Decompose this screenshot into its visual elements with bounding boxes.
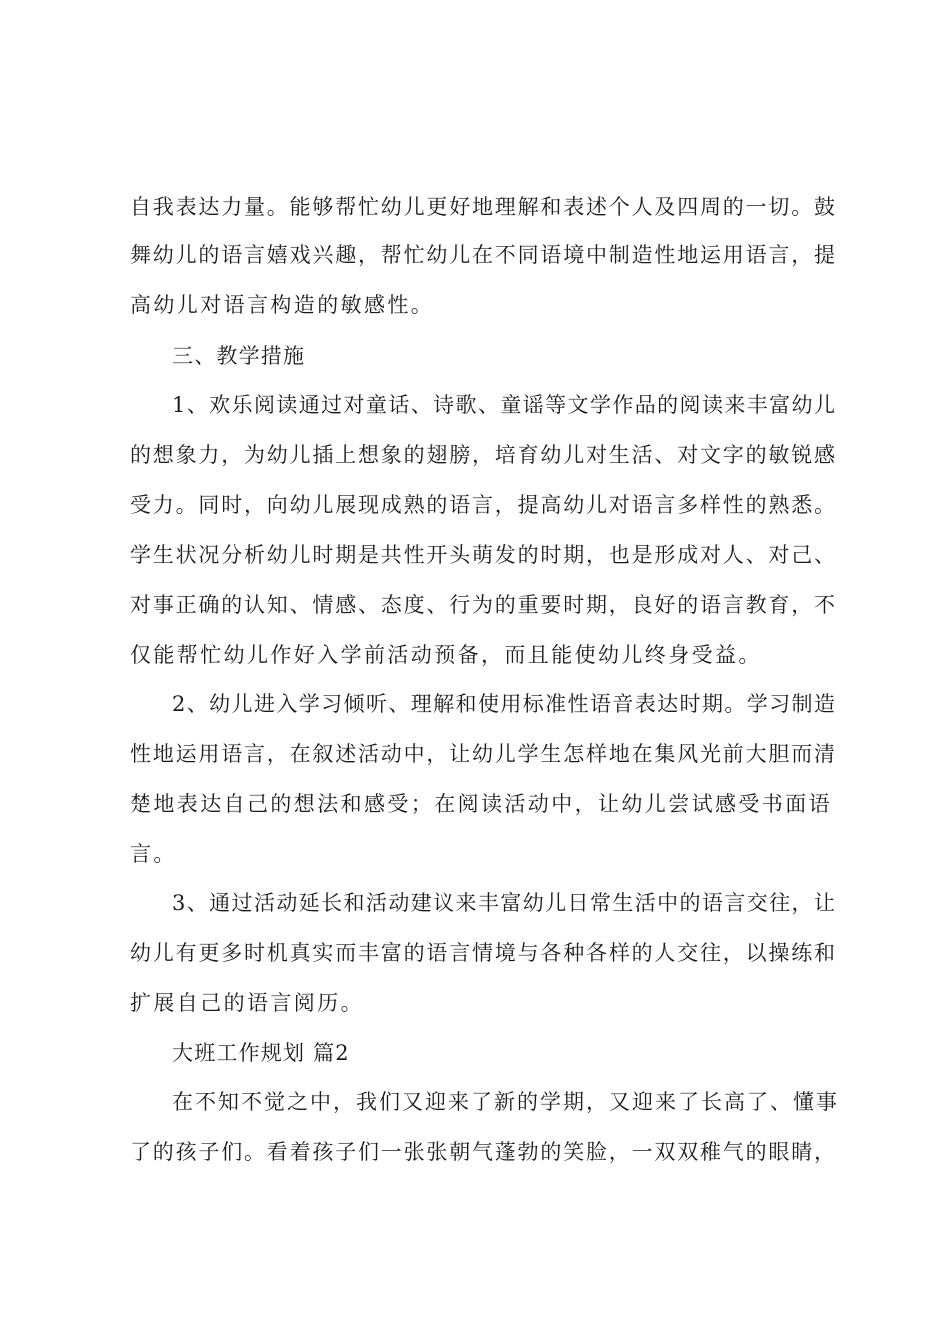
section-heading: 三、教学措施 — [172, 344, 306, 368]
paragraph-line: 楚地表达自己的想法和感受；在阅读活动中，让幼儿尝试感受书面语 — [130, 792, 832, 816]
section-heading: 大班工作规划 篇2 — [172, 1041, 350, 1065]
paragraph-line: 仅能帮忙幼儿作好入学前活动预备，而且能使幼儿终身受益。 — [130, 643, 762, 667]
paragraph-line: 学生状况分析幼儿时期是共性开头萌发的时期，也是形成对人、对己、 — [130, 543, 837, 567]
paragraph-line: 自我表达力量。能够帮忙幼儿更好地理解和表述个人及四周的一切。鼓 — [130, 195, 837, 219]
paragraph-line: 在不知不觉之中，我们又迎来了新的学期，又迎来了长高了、懂事 — [172, 1090, 839, 1114]
paragraph-line: 1、欢乐阅读通过对童话、诗歌、童谣等文学作品的阅读来丰富幼儿 — [172, 393, 837, 417]
paragraph-line: 舞幼儿的语言嬉戏兴趣，帮忙幼儿在不同语境中制造性地运用语言，提 — [130, 243, 837, 267]
paragraph-line: 3、通过活动延长和活动建议来丰富幼儿日常生活中的语言交往，让 — [172, 891, 837, 915]
paragraph-line: 了的孩子们。看着孩子们一张张朝气蓬勃的笑脸，一双双稚气的眼睛， — [130, 1140, 837, 1164]
paragraph-line: 2、幼儿进入学习倾听、理解和使用标准性语音表达时期。学习制造 — [172, 692, 837, 716]
paragraph-line: 性地运用语言，在叙述活动中，让幼儿学生怎样地在集风光前大胆而清 — [130, 742, 837, 766]
paragraph-line: 幼儿有更多时机真实而丰富的语言情境与各种各样的人交往，以操练和 — [130, 941, 837, 965]
paragraph-line: 言。 — [130, 842, 177, 866]
paragraph-line: 对事正确的认知、情感、态度、行为的重要时期，良好的语言教育，不 — [130, 593, 837, 617]
paragraph-line: 的想象力，为幼儿插上想象的翅膀，培育幼儿对生活、对文字的敏锐感 — [130, 443, 837, 467]
paragraph-line: 扩展自己的语言阅历。 — [130, 991, 364, 1015]
paragraph-line: 高幼儿对语言构造的敏感性。 — [130, 293, 435, 317]
paragraph-line: 受力。同时，向幼儿展现成熟的语言，提高幼儿对语言多样性的熟悉。 — [130, 493, 837, 517]
